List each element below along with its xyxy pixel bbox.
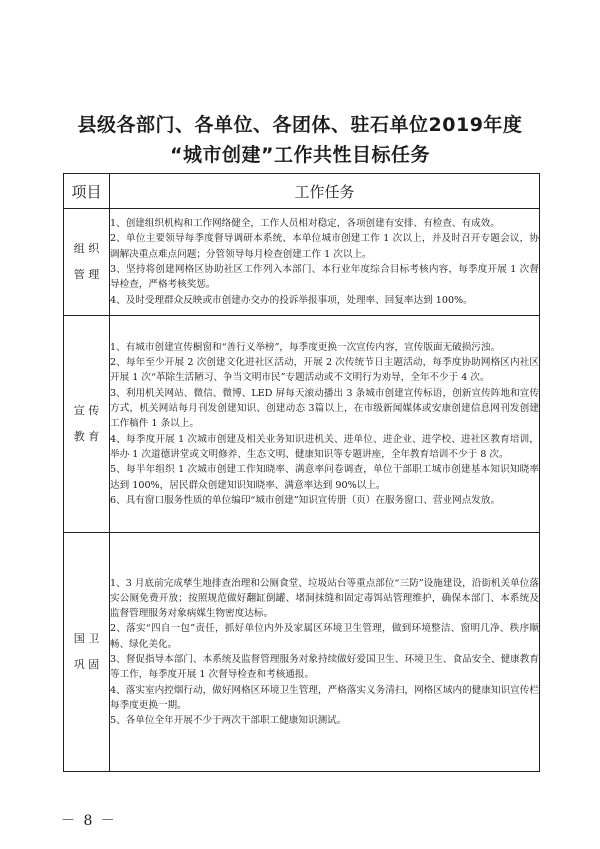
task-item: 2、落实“四自一包”责任，抓好单位内外及家属区环境卫生管理，做到环境整洁、窗明几净、秩序顺畅、绿化美化。 <box>110 623 539 650</box>
task-item: 1、有城市创建宣传橱窗和“善行义举榜”，每季度更换一次宣传内容，宣传版面无破损污浊。 <box>110 341 501 353</box>
task-cell <box>110 209 540 316</box>
document-title-line2: “城市创建”工作共性目标任务 <box>170 144 430 166</box>
page-number: － 8 － <box>61 813 117 829</box>
category-cell <box>64 533 110 772</box>
task-cell <box>110 533 540 772</box>
task-item: 5、各单位全年开展不少于两次干部职工健康知识测试。 <box>110 715 347 727</box>
task-item: 2、单位主要领导每季度督导调研本系统、本单位城市创建工作 1 次以上，并及时召开专题会议，协调解决重点难点问题；分管领导每月检查创建工作 1 次以上。 <box>110 233 539 260</box>
category-label: 组 织 <box>73 242 100 255</box>
task-item: 1、3 月底前完成孳生地排查治理和公厕食堂、垃圾站台等重点部位“三防”设施建设，沿街机关单位落实公厕免费开放；按照规范做好翻缸倒罐、堵洞抹缝和固定毒饵站管理维护，确保本部门、本系统及监督管理服务对象病媒生物密度达标。 <box>110 577 539 620</box>
table-row-organization <box>64 209 540 316</box>
task-item: 4、每季度开展 1 次城市创建及相关业务知识进机关、进单位、进企业、进学校、进社区教育培训，举办 1 次道德讲堂或文明修养、生态文明、健康知识等专题讲座，全年教育培训不少于 8 次。 <box>110 433 539 460</box>
category-label: 巩 固 <box>73 658 100 671</box>
task-item: 3、督促指导本部门、本系统及监督管理服务对象持续做好爱国卫生、环境卫生、食品安全、健康教育等工作，每季度开展 1 次督导检查和考核通报。 <box>110 654 539 681</box>
category-label: 国 卫 <box>73 632 100 645</box>
task-item: 2、每年至少开展 2 次创建文化进社区活动，开展 2 次传统节日主题活动，每季度协助网格区内社区开展 1 次“革除生活陋习、争当文明市民”专题活动或不文明行为劝导，全年不少于 4 次。 <box>110 357 539 384</box>
task-cell <box>110 316 540 533</box>
task-item: 4、及时受理群众反映或市创建办交办的投诉举报事项，处理率、回复率达到 100%。 <box>110 294 473 306</box>
task-item: 3、坚持将创建网格区协助社区工作列入本部门、本行业年度综合目标考核内容，每季度开展 1 次督导检查，严格考核奖惩。 <box>110 264 539 291</box>
category-label: 教 育 <box>73 430 100 443</box>
table-row-publicity <box>64 316 540 533</box>
category-cell <box>64 316 110 533</box>
task-item: 1、创建组织机构和工作网络健全，工作人员相对稳定，各项创建有安排、有检查、有成效。 <box>110 218 500 230</box>
category-label: 宣 传 <box>73 404 100 417</box>
task-table <box>63 173 540 772</box>
task-item: 5、每半年组织 1 次城市创建工作知晓率、满意率问卷调查，单位干部职工城市创建基本知识知晓率达到 100%，居民群众创建知识知晓率、满意率达到 90%以上。 <box>110 464 539 491</box>
task-item: 3、利用机关网站、微信、微博、LED 屏每天滚动播出 3 条城市创建宣传标语，创新宣传阵地和宣传方式，机关网站每月刊发创建知识、创建动态 3篇以上，在市级新闻媒体或安康创建信息网刊发创建工作稿件 1 条以上。 <box>110 387 539 430</box>
task-item: 4、落实室内控烟行动，做好网格区环境卫生管理，严格落实义务清扫，网格区域内的健康知识宣传栏每季度更换一期。 <box>110 684 539 711</box>
table-header-row <box>64 174 540 209</box>
header-tasks: 工作任务 <box>110 174 540 209</box>
document-title-line1: 县级各部门、各单位、各团体、驻石单位2019年度 <box>77 114 523 136</box>
category-label: 管 理 <box>73 268 100 281</box>
task-item: 6、具有窗口服务性质的单位编印“城市创建”知识宣传册（页）在服务窗口、营业网点发放。 <box>110 494 501 506</box>
header-project: 项目 <box>64 174 110 209</box>
category-cell <box>64 209 110 316</box>
table-row-health <box>64 533 540 772</box>
